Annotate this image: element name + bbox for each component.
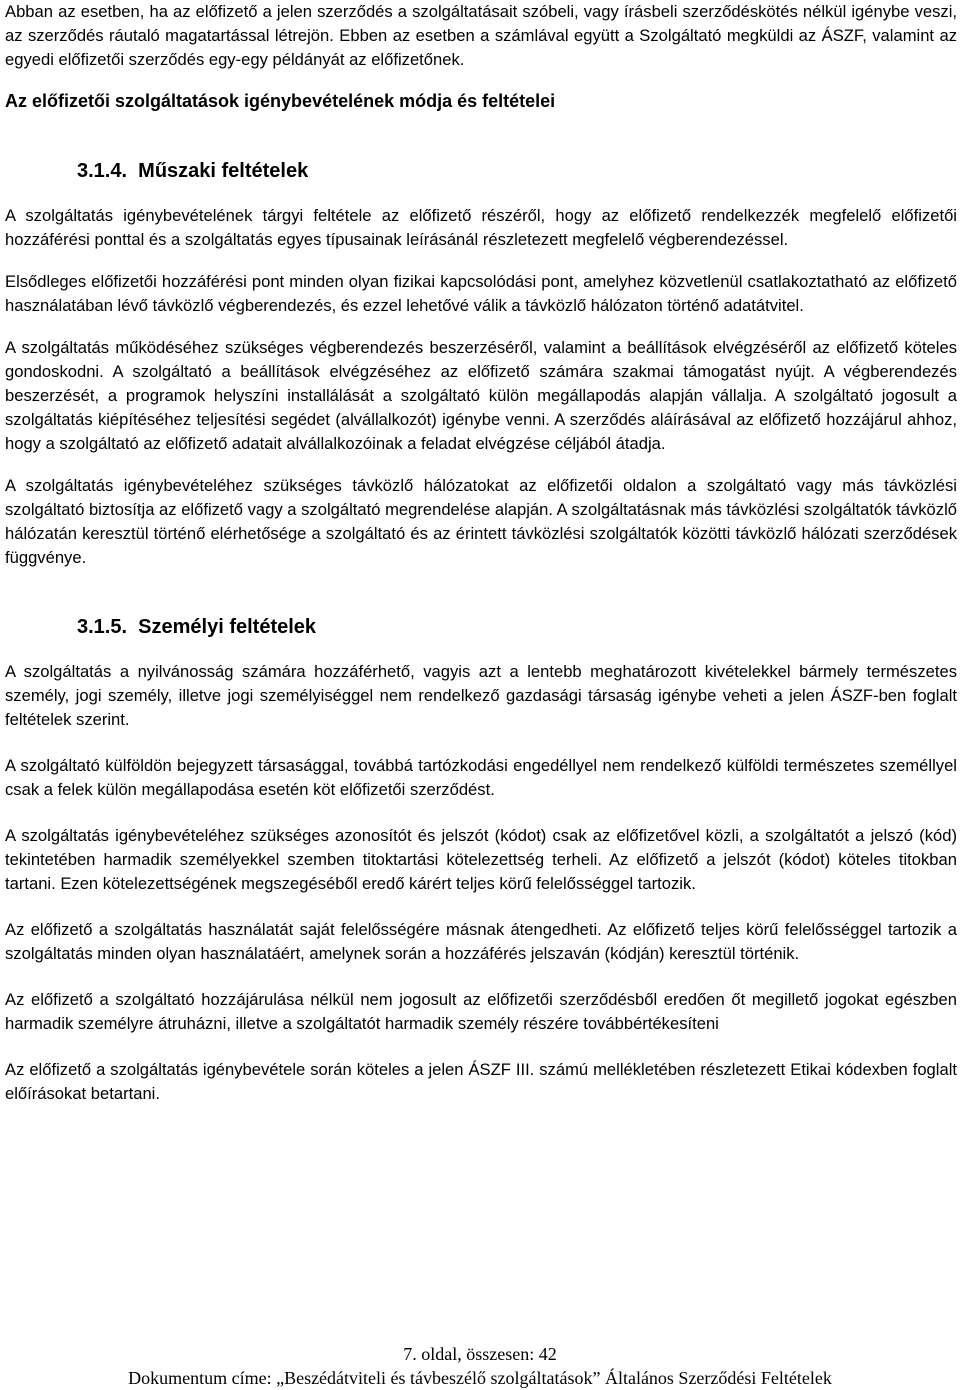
page-number: 7. oldal, összesen: 42 bbox=[403, 1344, 557, 1364]
paragraph: A szolgáltatás a nyilvánosság számára hozzáférhető, vagyis azt a lentebb meghatározott kivételekkel bármely természetes személy, jogi személy, illetve jogi személyiséggel nem rendelkező gazdasági társaság igénybe veheti a jelen ÁSZF-ben foglalt feltételek szerint. bbox=[5, 662, 957, 729]
paragraph: A szolgáltató külföldön bejegyzett társasággal, továbbá tartózkodási engedéllyel nem rendelkező külföldi természetes személlyel csak a felek külön megállapodása esetén köt előfizetői szerződést. bbox=[5, 756, 957, 799]
document-title: Dokumentum címe: „Beszédátviteli és távbeszélő szolgáltatások” Általános Szerződési Feltételek bbox=[128, 1368, 832, 1388]
paragraph: Az előfizető a szolgáltatás igénybevétele során köteles a jelen ÁSZF III. számú mellékletében részletezett Etikai kódexben foglalt előírásokat betartani. bbox=[5, 1060, 957, 1103]
subsection-heading-technical: 3.1.4. Műszaki feltételek bbox=[77, 160, 309, 182]
section-heading: Az előfizetői szolgáltatások igénybevételének módja és feltételei bbox=[5, 91, 556, 111]
page-footer bbox=[0, 1342, 960, 1390]
paragraph: A szolgáltatás igénybevételének tárgyi feltétele az előfizető részéről, hogy az előfizető rendelkezzék megfelelő előfizetői hozzáférési ponttal és a szolgáltatás egyes típusainak leírásánál részletezett megfelelő végberendezéssel. bbox=[5, 206, 957, 249]
paragraph: A szolgáltatás működéséhez szükséges végberendezés beszerzéséről, valamint a beállítások elvégzéséről az előfizető köteles gondoskodni. A szolgáltató a beállítások elvégzéséhez az előfizető számára szakmai támogatást nyújt. A végberendezés beszerzését, a programok helyszíni installálását a szolgáltató külön megállapodás alapján vállalja. A szolgáltató jogosult a szolgáltatás kiépítéséhez teljesítési segédet (alvállalkozót) igénybe venni. A szerződés aláírásával az előfizető hozzájárul ahhoz, hogy a szolgáltató az előfizető adatait alvállalkozóinak a feladat elvégzése céljából átadja. bbox=[5, 338, 957, 453]
subsection-heading-personal: 3.1.5. Személyi feltételek bbox=[77, 616, 317, 638]
paragraph: Elsődleges előfizetői hozzáférési pont minden olyan fizikai kapcsolódási pont, amelyhez közvetlenül csatlakoztatható az előfizető használatában lévő távközlő végberendezés, és ezzel lehetővé válik a távközlő hálózaton történő adatátvitel. bbox=[5, 272, 957, 315]
document-page bbox=[5, 0, 957, 1106]
intro-paragraph: Abban az esetben, ha az előfizető a jelen szerződés a szolgáltatásait szóbeli, vagy írásbeli szerződéskötés nélkül igénybe veszi, az szerződés ráutaló magatartással létrejön. Ebben az esetben a számlával együtt a Szolgáltató megküldi az ÁSZF, valamint az egyedi előfizetői szerződés egy-egy példányát az előfizetőnek. bbox=[5, 2, 957, 69]
paragraph: A szolgáltatás igénybevételéhez szükséges távközlő hálózatokat az előfizetői oldalon a szolgáltató vagy más távközlési szolgáltató biztosítja az előfizető vagy a szolgáltató megrendelése alapján. A szolgáltatásnak más távközlési szolgáltatók távközlő hálózatán keresztül történő elérhetősége a szolgáltató és az érintett távközlési szolgáltatók közötti távközlő hálózati szerződések függvénye. bbox=[5, 476, 957, 567]
paragraph: Az előfizető a szolgáltató hozzájárulása nélkül nem jogosult az előfizetői szerződésből eredően őt megillető jogokat egészben harmadik személyre átruházni, illetve a szolgáltatót harmadik személy részére továbbértékesíteni bbox=[5, 990, 957, 1033]
paragraph: Az előfizető a szolgáltatás használatát saját felelősségére másnak átengedheti. Az előfizető teljes körű felelősséggel tartozik a szolgáltatás minden olyan használatáért, amelynek során a hozzáférés jelszaván (kódján) keresztül történik. bbox=[5, 920, 957, 963]
paragraph: A szolgáltatás igénybevételéhez szükséges azonosítót és jelszót (kódot) csak az előfizetővel közli, a szolgáltatót a jelszó (kód) tekintetében harmadik személyekkel szemben titoktartási kötelezettség terheli. Az előfizető a jelszót (kódot) köteles titokban tartani. Ezen kötelezettségének megszegéséből eredő kárért teljes körű felelősséggel tartozik. bbox=[5, 826, 957, 893]
